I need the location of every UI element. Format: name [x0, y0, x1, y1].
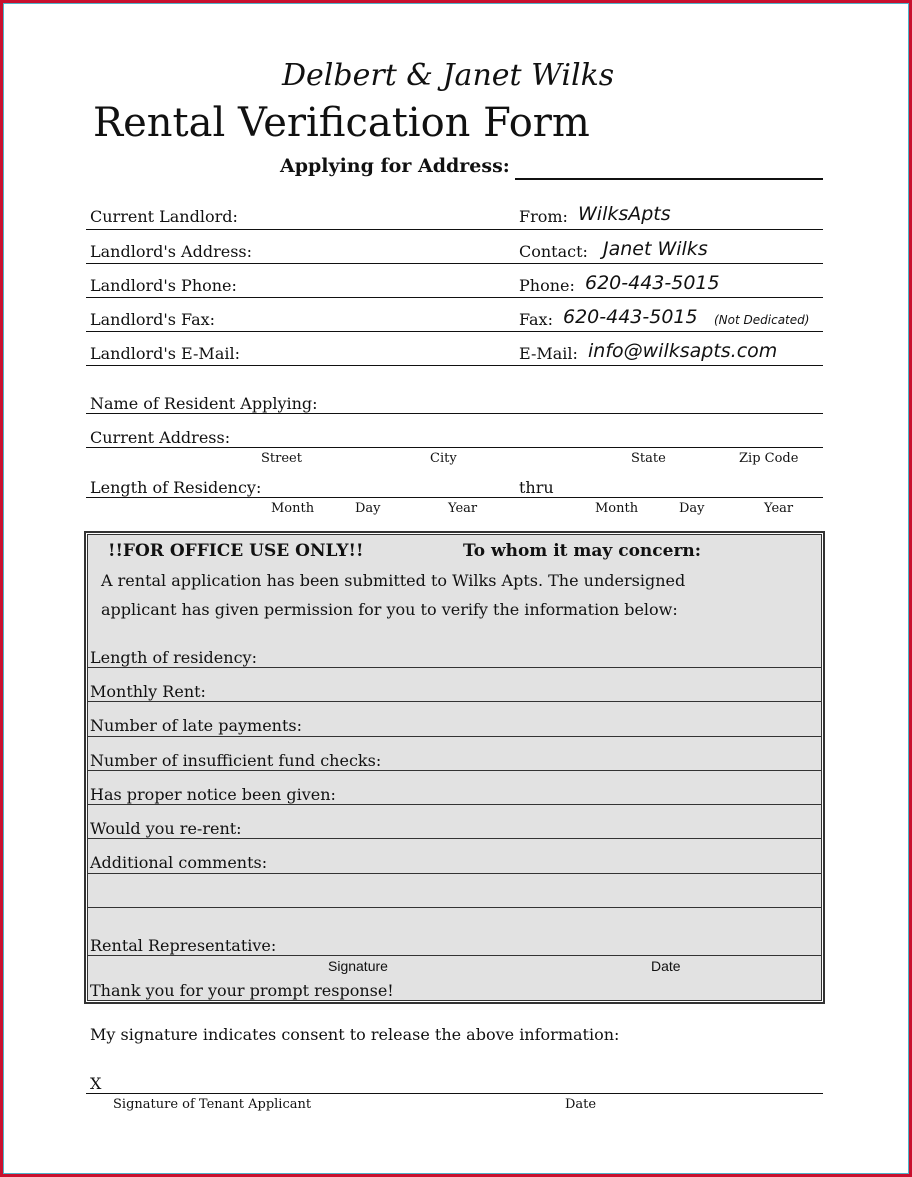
contact-label: Contact: [519, 242, 588, 261]
rental-representative-label: Rental Representative: [90, 936, 277, 955]
email-value: info@wilksapts.com [588, 340, 778, 362]
current-landlord-label: Current Landlord: [90, 207, 238, 226]
office-length-label: Length of residency: [90, 648, 257, 667]
re-rent-line[interactable] [88, 838, 822, 839]
landlord-address-label: Landlord's Address: [90, 242, 253, 261]
to-day-sublabel: Day [679, 501, 705, 516]
state-sublabel: State [631, 451, 666, 466]
insufficient-funds-label: Number of insufficient fund checks: [90, 751, 382, 770]
monthly-rent-label: Monthly Rent: [90, 682, 206, 701]
proper-notice-line[interactable] [88, 804, 822, 805]
fax-note: (Not Dedicated) [714, 313, 810, 327]
from-year-sublabel: Year [448, 501, 478, 516]
owner-name: Delbert & Janet Wilks [282, 58, 615, 93]
length-of-residency-line[interactable] [86, 497, 823, 498]
from-day-sublabel: Day [355, 501, 381, 516]
current-landlord-line[interactable] [86, 229, 823, 230]
landlord-email-label: Landlord's E-Mail: [90, 344, 240, 363]
proper-notice-label: Has proper notice been given: [90, 785, 336, 804]
signature-x-mark: X [90, 1074, 102, 1093]
tenant-signature-line[interactable] [86, 1093, 823, 1094]
additional-comments-label: Additional comments: [90, 853, 268, 872]
from-value: WilksApts [578, 203, 671, 225]
fax-label: Fax: [519, 310, 553, 329]
to-month-sublabel: Month [595, 501, 639, 516]
office-intro-line1: A rental application has been submitted to Wilks Apts. The undersigned [101, 571, 686, 590]
city-sublabel: City [430, 451, 457, 466]
late-payments-line[interactable] [88, 736, 822, 737]
late-payments-label: Number of late payments: [90, 716, 302, 735]
office-length-line[interactable] [88, 667, 822, 668]
street-sublabel: Street [261, 451, 302, 466]
current-address-line[interactable] [86, 447, 823, 448]
representative-signature-sublabel: Signature [328, 958, 388, 974]
monthly-rent-line[interactable] [88, 701, 822, 702]
to-year-sublabel: Year [764, 501, 794, 516]
from-label: From: [519, 207, 568, 226]
additional-comments-line-2[interactable] [88, 907, 822, 908]
applying-address-field[interactable] [515, 178, 823, 180]
phone-label: Phone: [519, 276, 575, 295]
landlord-fax-line[interactable] [86, 331, 823, 332]
form-title: Rental Verification Form [93, 100, 590, 146]
landlord-phone-line[interactable] [86, 297, 823, 298]
current-address-label: Current Address: [90, 428, 231, 447]
thru-label: thru [519, 478, 554, 497]
tenant-signature-sublabel: Signature of Tenant Applicant [113, 1097, 312, 1112]
applying-address-label: Applying for Address: [280, 155, 510, 177]
tenant-date-sublabel: Date [565, 1097, 597, 1112]
contact-value: Janet Wilks [603, 238, 708, 260]
office-intro-line2: applicant has given permission for you to verify the information below: [101, 600, 678, 619]
rental-representative-line[interactable] [88, 955, 822, 956]
from-month-sublabel: Month [271, 501, 315, 516]
phone-value: 620-443-5015 [585, 272, 720, 294]
landlord-fax-label: Landlord's Fax: [90, 310, 216, 329]
consent-text: My signature indicates consent to release the above information: [90, 1025, 620, 1044]
resident-name-line[interactable] [86, 413, 823, 414]
additional-comments-line-1[interactable] [88, 873, 822, 874]
email-label: E-Mail: [519, 344, 578, 363]
resident-name-label: Name of Resident Applying: [90, 394, 318, 413]
representative-date-sublabel: Date [651, 958, 681, 974]
length-of-residency-label: Length of Residency: [90, 478, 262, 497]
landlord-phone-label: Landlord's Phone: [90, 276, 237, 295]
fax-value: 620-443-5015 [563, 306, 698, 328]
insufficient-funds-line[interactable] [88, 770, 822, 771]
landlord-email-line[interactable] [86, 365, 823, 366]
thank-you-text: Thank you for your prompt response! [90, 981, 394, 1000]
to-whom-heading: To whom it may concern: [463, 541, 702, 561]
zip-sublabel: Zip Code [739, 451, 799, 466]
landlord-address-line[interactable] [86, 263, 823, 264]
re-rent-label: Would you re-rent: [90, 819, 242, 838]
office-use-heading: !!FOR OFFICE USE ONLY!! [108, 541, 364, 561]
